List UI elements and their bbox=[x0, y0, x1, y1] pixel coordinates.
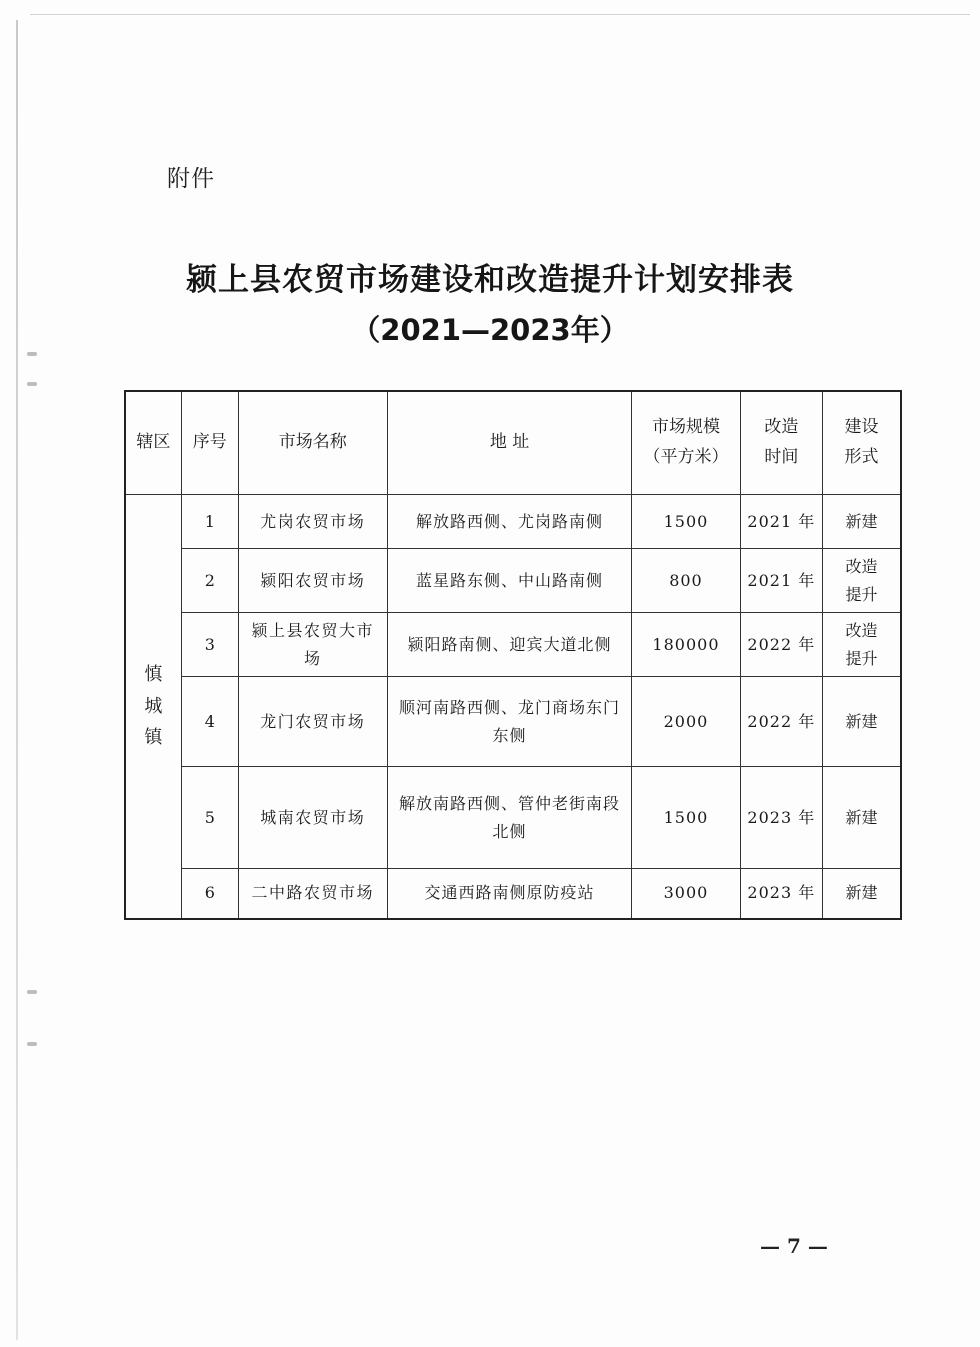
region-cell: 慎城镇 bbox=[125, 495, 181, 919]
table-row bbox=[125, 767, 901, 869]
form-cell: 新建 bbox=[823, 869, 901, 919]
scale-cell: 180000 bbox=[632, 613, 740, 677]
market-name-cell: 龙门农贸市场 bbox=[238, 677, 387, 767]
form-cell: 改造提升 bbox=[823, 549, 901, 613]
header-name: 市场名称 bbox=[238, 391, 387, 495]
binding-mark bbox=[27, 352, 37, 356]
document-title: 颍上县农贸市场建设和改造提升计划安排表 bbox=[186, 262, 794, 298]
scale-cell: 1500 bbox=[632, 495, 740, 549]
time-cell: 2021 年 bbox=[740, 549, 822, 613]
time-cell: 2023 年 bbox=[740, 767, 822, 869]
attachment-label: 附件 bbox=[167, 166, 215, 192]
form-cell: 新建 bbox=[823, 767, 901, 869]
time-cell: 2022 年 bbox=[740, 613, 822, 677]
time-cell: 2022 年 bbox=[740, 677, 822, 767]
form-cell: 新建 bbox=[823, 495, 901, 549]
seq-cell: 2 bbox=[181, 549, 238, 613]
market-name-cell: 颍上县农贸大市场 bbox=[238, 613, 387, 677]
table-header-row bbox=[125, 391, 901, 495]
table-row bbox=[125, 495, 901, 549]
scale-cell: 2000 bbox=[632, 677, 740, 767]
scale-cell: 1500 bbox=[632, 767, 740, 869]
time-cell: 2021 年 bbox=[740, 495, 822, 549]
binding-mark bbox=[27, 1042, 37, 1046]
table-row bbox=[125, 869, 901, 919]
header-address: 地 址 bbox=[387, 391, 632, 495]
header-seq: 序号 bbox=[181, 391, 238, 495]
plan-table bbox=[124, 390, 902, 920]
header-region: 辖区 bbox=[125, 391, 181, 495]
address-cell: 交通西路南侧原防疫站 bbox=[387, 869, 632, 919]
header-form: 建设形式 bbox=[823, 391, 901, 495]
seq-cell: 3 bbox=[181, 613, 238, 677]
address-cell: 颍阳路南侧、迎宾大道北侧 bbox=[387, 613, 632, 677]
seq-cell: 1 bbox=[181, 495, 238, 549]
page-number: — 7 — bbox=[760, 1234, 828, 1258]
market-name-cell: 城南农贸市场 bbox=[238, 767, 387, 869]
header-time: 改造时间 bbox=[740, 391, 822, 495]
page-top-edge bbox=[30, 14, 970, 15]
scale-cell: 3000 bbox=[632, 869, 740, 919]
seq-cell: 6 bbox=[181, 869, 238, 919]
market-name-cell: 颍阳农贸市场 bbox=[238, 549, 387, 613]
binding-mark bbox=[27, 990, 37, 994]
table-row bbox=[125, 677, 901, 767]
address-cell: 蓝星路东侧、中山路南侧 bbox=[387, 549, 632, 613]
market-name-cell: 尤岗农贸市场 bbox=[238, 495, 387, 549]
form-cell: 新建 bbox=[823, 677, 901, 767]
seq-cell: 5 bbox=[181, 767, 238, 869]
seq-cell: 4 bbox=[181, 677, 238, 767]
address-cell: 解放南路西侧、管仲老街南段北侧 bbox=[387, 767, 632, 869]
address-cell: 顺河南路西侧、龙门商场东门东侧 bbox=[387, 677, 632, 767]
form-cell: 改造提升 bbox=[823, 613, 901, 677]
market-name-cell: 二中路农贸市场 bbox=[238, 869, 387, 919]
address-cell: 解放路西侧、尤岗路南侧 bbox=[387, 495, 632, 549]
scale-cell: 800 bbox=[632, 549, 740, 613]
table-row bbox=[125, 613, 901, 677]
table-row bbox=[125, 549, 901, 613]
document-subtitle: （2021—2023年） bbox=[351, 313, 629, 347]
page-left-edge bbox=[16, 20, 18, 1340]
time-cell: 2023 年 bbox=[740, 869, 822, 919]
header-scale: 市场规模（平方米） bbox=[632, 391, 740, 495]
binding-mark bbox=[27, 382, 37, 386]
